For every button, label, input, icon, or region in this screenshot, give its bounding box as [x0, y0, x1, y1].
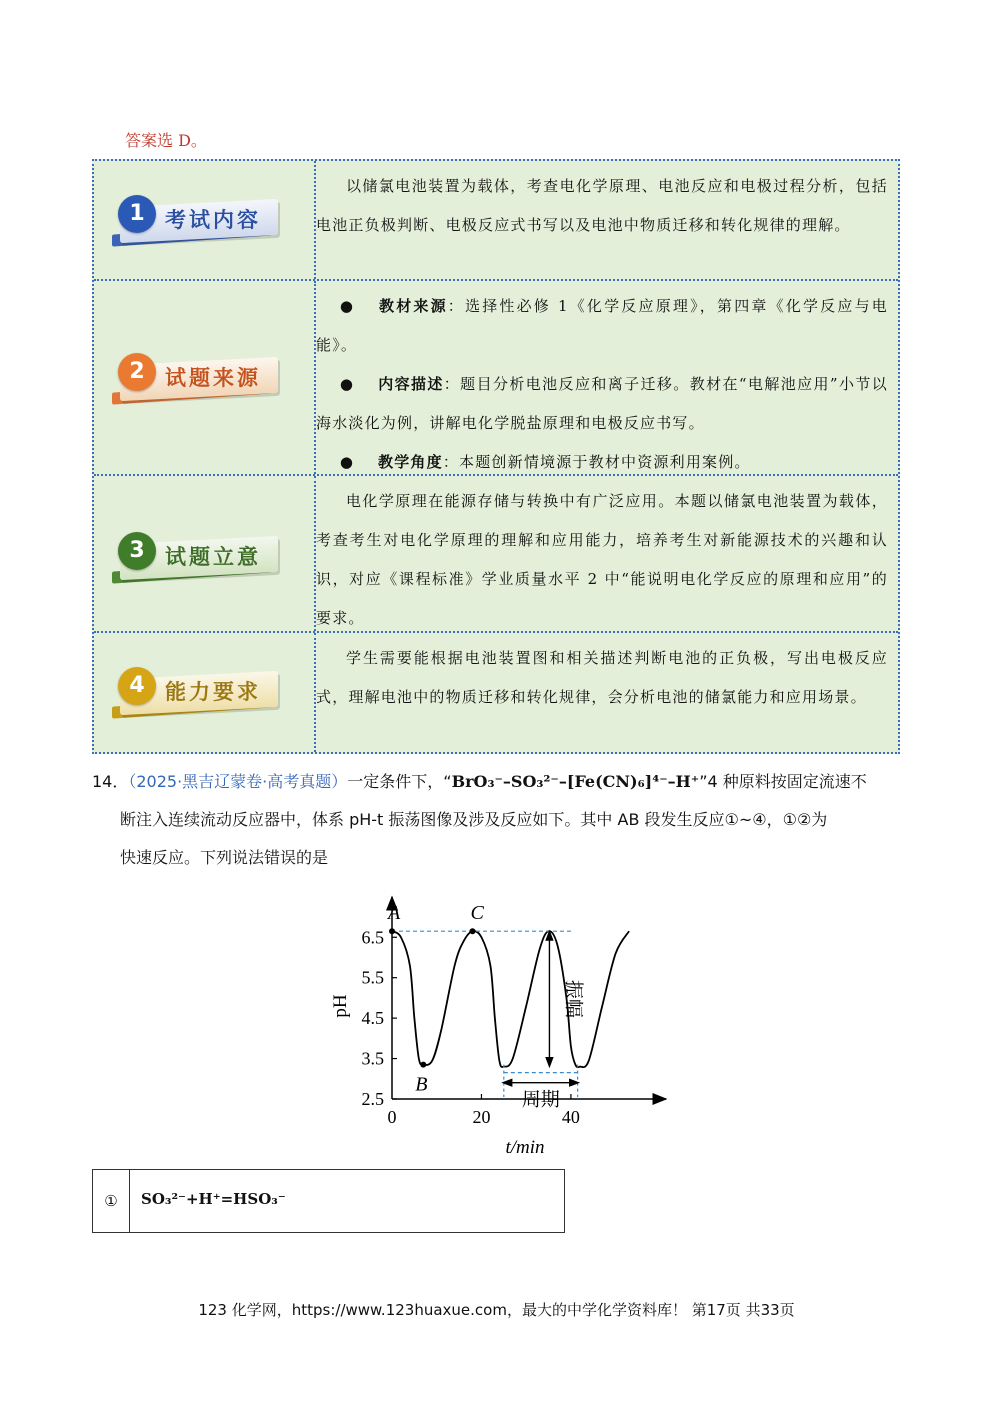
- y-tick-label: 4.5: [361, 1008, 384, 1029]
- y-axis-label: pH: [330, 994, 351, 1018]
- bullet-dot-icon: ●: [339, 453, 355, 471]
- y-tick-label: 2.5: [361, 1089, 384, 1109]
- chart-series: [392, 931, 629, 1067]
- badge-question-intent: [110, 526, 282, 586]
- period-label: 周期: [521, 1088, 560, 1111]
- bullet-item: ● 教学角度：本题创新情境源于教材中资源利用案例。: [316, 443, 888, 482]
- chart-annotations: [386, 902, 584, 1110]
- y-tick-label: 5.5: [361, 967, 384, 988]
- bullet-item: ● 教材来源：选择性必修 1《化学反应原理》，第四章《化学反应与电能》。: [316, 287, 888, 365]
- section-question-intent: [94, 476, 898, 633]
- question-number: 14．: [92, 772, 129, 791]
- answer-line: 答案选 D。: [125, 131, 207, 150]
- question-line-3: 快速反应。下列说法错误的是: [120, 848, 329, 867]
- section-text: 以储氯电池装置为载体，考查电化学原理、电池反应和电极过程分析，包括电池正负极判断、电极反应式书写以及电池中物质迁移和转化规律的理解。: [316, 177, 888, 234]
- badge-number: 1: [118, 195, 156, 233]
- question-lead: 一定条件下，“: [347, 772, 452, 791]
- bullet-item: ● 内容描述：题目分析电池反应和离子迁移。教材在“电解池应用”小节以海水淡化为例，讲解电化学脱盐原理和电极反应书写。: [316, 365, 888, 443]
- section-exam-content: [94, 161, 898, 281]
- question-line-2: 断注入连续流动反应器中，体系 pH-t 振荡图像及涉及反应如下。其中 AB 段发生反应①~④，①②为: [120, 810, 828, 829]
- question-after-formula: ”4 种原料按固定流速不: [699, 772, 867, 791]
- point-c: [470, 928, 476, 934]
- x-tick-label: 40: [561, 1107, 580, 1127]
- point-a: [389, 928, 395, 934]
- point-label-b: B: [415, 1073, 428, 1096]
- reaction-table: [92, 1169, 565, 1233]
- badge-title: 能力要求: [165, 679, 261, 704]
- badge-number: 2: [118, 353, 156, 391]
- series-line-ph: [392, 931, 629, 1067]
- section-text: 学生需要能根据电池装置图和相关描述判断电池的正负极，写出电极反应式，理解电池中的物质迁移和转化规律，会分析电池的储氯能力和应用场景。: [316, 649, 888, 706]
- ph-time-chart: [320, 895, 680, 1165]
- section-text: [316, 287, 888, 482]
- section-text: 电化学原理在能源存储与转换中有广泛应用。本题以储氯电池装置为载体，考查考生对电化学原理的理解和应用能力，培养考生对新能源技术的兴趣和认识，对应《课程标准》学业质量水平 2 中“能说明电化学反应的原理和应用”的要求。: [316, 492, 888, 627]
- badge-question-source: [110, 347, 282, 407]
- point-label-a: A: [388, 902, 401, 925]
- point-b: [420, 1062, 426, 1068]
- reagent-formula: BrO₃⁻–SO₃²⁻–[Fe(CN)₆]⁴⁻–H⁺: [451, 772, 700, 791]
- page-footer: 123 化学网，https://www.123huaxue.com，最大的中学化学资料库！ 第17页 共33页: [198, 1301, 795, 1319]
- y-tick-label: 3.5: [361, 1048, 384, 1069]
- badge-number: 4: [118, 667, 156, 705]
- analysis-table: [92, 159, 900, 754]
- badge-exam-content: [110, 189, 282, 249]
- x-axis-label: t/min: [505, 1137, 545, 1158]
- badge-title: 考试内容: [165, 207, 261, 232]
- badge-title: 试题立意: [165, 544, 261, 569]
- x-tick-label: 20: [472, 1107, 491, 1127]
- question-source: （2025·黑吉辽蒙卷·高考真题）: [128, 772, 348, 791]
- badge-number: 3: [118, 532, 156, 570]
- reaction-equation: SO₃²⁻+H⁺=HSO₃⁻: [141, 1190, 286, 1208]
- y-tick-label: 6.5: [361, 927, 384, 948]
- bullet-dot-icon: ●: [339, 375, 355, 393]
- x-tick-label: 0: [387, 1107, 397, 1127]
- question-14: [92, 763, 902, 877]
- reaction-number: ①: [93, 1170, 130, 1232]
- badge-title: 试题来源: [165, 365, 261, 390]
- point-label-c: C: [470, 902, 484, 925]
- amplitude-label: 振幅: [562, 979, 585, 1018]
- badge-ability: [110, 661, 282, 721]
- section-ability: [94, 633, 898, 752]
- section-question-source: [94, 281, 898, 476]
- bullet-dot-icon: ●: [339, 297, 355, 315]
